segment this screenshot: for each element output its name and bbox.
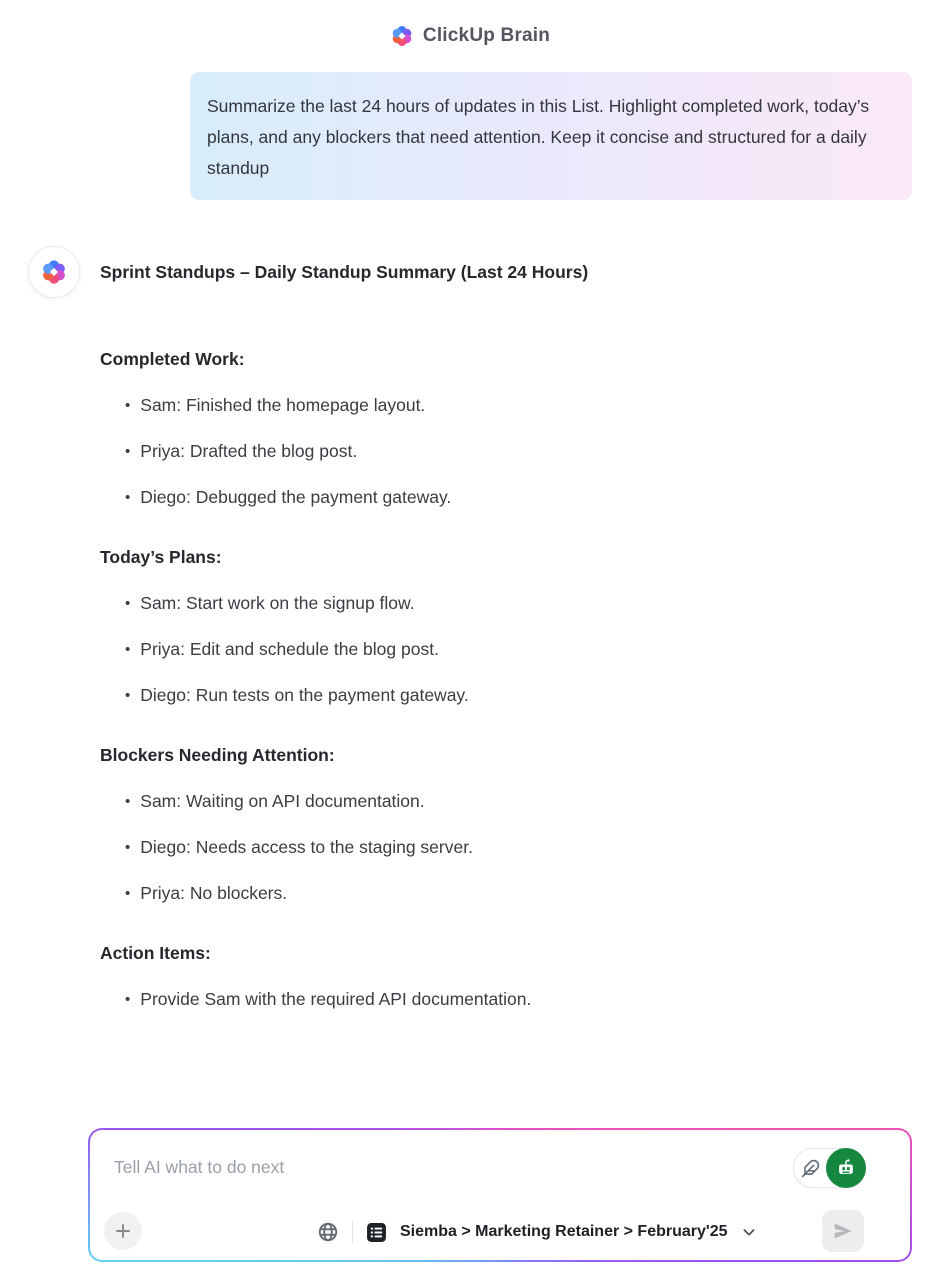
bullet-glyph: • <box>125 991 131 1008</box>
brain-flower-icon <box>390 24 414 48</box>
list-item-text: Priya: Edit and schedule the blog post. <box>140 639 439 659</box>
list-item <box>100 640 740 659</box>
section-heading: Action Items: <box>100 943 211 963</box>
list-item <box>100 792 740 811</box>
list-item-text: Priya: Drafted the blog post. <box>140 441 358 461</box>
page-title: ClickUp Brain <box>422 25 551 46</box>
feather-icon[interactable] <box>794 1159 826 1178</box>
list-item-text: Diego: Needs access to the staging server. <box>140 837 473 857</box>
bullet-glyph: • <box>125 489 131 506</box>
bullet-glyph: • <box>125 641 131 658</box>
list-item-text: Sam: Start work on the signup flow. <box>140 593 415 613</box>
user-prompt-bubble <box>190 72 912 200</box>
context-row <box>317 1214 757 1250</box>
globe-icon[interactable] <box>317 1221 339 1243</box>
send-button[interactable] <box>822 1210 864 1252</box>
list-item <box>100 686 740 705</box>
autopilot-toggle[interactable] <box>793 1148 866 1188</box>
section-heading: Today’s Plans: <box>100 547 222 567</box>
chevron-down-icon[interactable] <box>741 1224 757 1240</box>
list-view-icon[interactable] <box>366 1222 387 1243</box>
send-icon <box>832 1220 854 1242</box>
list-item-text: Sam: Waiting on API documentation. <box>140 791 425 811</box>
list-item-text: Sam: Finished the homepage layout. <box>140 395 426 415</box>
response-section <box>100 746 740 903</box>
list-item-text: Diego: Run tests on the payment gateway. <box>140 685 469 705</box>
bullet-glyph: • <box>125 839 131 856</box>
list-item <box>100 396 740 415</box>
composer-input[interactable]: Tell AI what to do next <box>114 1157 285 1177</box>
section-heading: Blockers Needing Attention: <box>100 745 335 765</box>
user-prompt-text: Summarize the last 24 hours of updates in this List. Highlight completed work, today’s plans, and any blockers that need attention. Keep it concise and structured for a daily standup <box>207 96 870 178</box>
response-title: Sprint Standups – Daily Standup Summary (Last 24 Hours) <box>100 262 589 282</box>
list-item-text: Diego: Debugged the payment gateway. <box>140 487 452 507</box>
bullet-glyph: • <box>125 687 131 704</box>
ai-composer <box>88 1128 912 1262</box>
response-section <box>100 944 740 1009</box>
list-item <box>100 594 740 613</box>
plus-icon <box>114 1222 132 1240</box>
list-item <box>100 838 740 857</box>
composer-inner[interactable] <box>90 1130 910 1260</box>
response-section <box>100 350 740 507</box>
brain-header <box>0 24 940 48</box>
list-item <box>100 884 740 903</box>
list-item-text: Provide Sam with the required API documentation. <box>140 989 532 1009</box>
section-heading: Completed Work: <box>100 349 245 369</box>
avatar <box>28 246 80 298</box>
list-item <box>100 442 740 461</box>
list-item <box>100 990 740 1009</box>
bullet-glyph: • <box>125 397 131 414</box>
brain-flower-icon <box>40 258 68 286</box>
bullet-glyph: • <box>125 595 131 612</box>
list-item-text: Priya: No blockers. <box>140 883 288 903</box>
bullet-glyph: • <box>125 793 131 810</box>
response-sections <box>100 350 740 1050</box>
robot-icon[interactable] <box>826 1148 866 1188</box>
bullet-glyph: • <box>125 443 131 460</box>
divider <box>352 1221 353 1243</box>
response-section <box>100 548 740 705</box>
add-attachment-button[interactable] <box>104 1212 142 1250</box>
breadcrumb[interactable]: Siemba > Marketing Retainer > February'25 <box>400 1223 728 1240</box>
bullet-glyph: • <box>125 885 131 902</box>
list-item <box>100 488 740 507</box>
